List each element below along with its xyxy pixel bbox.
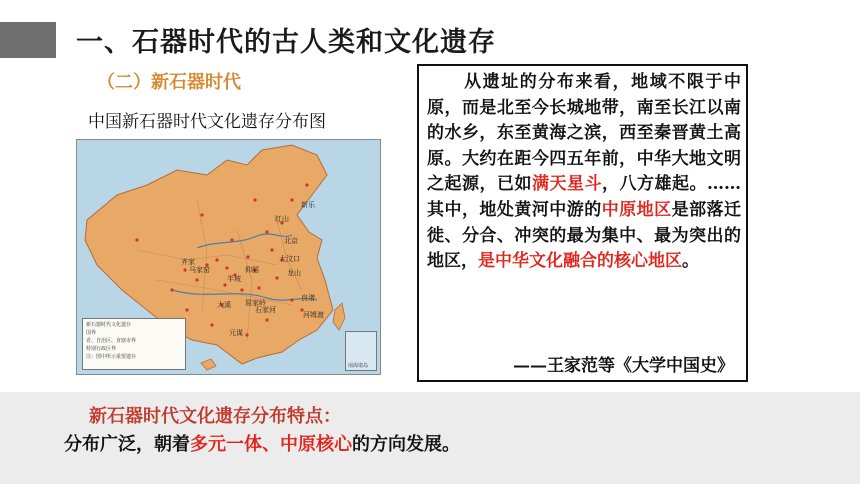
map-label-banpo: 半坡 xyxy=(227,275,241,283)
quote-segment: 是部落迁徙、分合、冲突的最为集中、最为突出的地区， xyxy=(427,199,742,272)
hainan-shape xyxy=(201,359,216,370)
quote-highlight-central-plains: 中原地区 xyxy=(601,199,672,220)
map-caption: 中国新石器时代文化遗存分布图 xyxy=(88,112,326,132)
map-label-liangzhu: 良渚 xyxy=(301,294,315,302)
quote-segment: 从遗址的分布来看，地域不限于中原，而是北至今长城地带，南至长江以南的水乡，东至黄海之滨，西至秦晋黄土高原。大约在距今四五年前，中华大地文明之起源，已如 xyxy=(427,72,741,195)
quote-highlight-core-region: 是中华文化融合的核心地区 xyxy=(478,251,682,272)
map-label-yuanmou: 元谋 xyxy=(229,329,243,337)
map-label-hemudu: 河姆渡 xyxy=(303,311,324,319)
quote-highlight-stars: 满天星斗 xyxy=(532,174,602,195)
map-label-longshan: 龙山 xyxy=(287,269,301,277)
map-label-dawenkou: 大汶口 xyxy=(279,255,300,263)
quote-segment: ，八方雄起。……其中，地处黄河中游的 xyxy=(427,174,741,220)
legend-item: 省、自治区、直辖市界 xyxy=(86,338,137,344)
legend-item: 注：图中所示重要遗存 xyxy=(86,354,137,360)
map-legend xyxy=(82,318,186,370)
quote-segment: 。 xyxy=(682,251,699,272)
features-title: 新石器时代文化遗存分布特点： xyxy=(89,406,341,427)
title-accent-bar xyxy=(0,22,56,58)
map-label-beijing: 北京 xyxy=(284,237,298,245)
map-label-majiayao: 马家窑 xyxy=(189,266,210,274)
map-label-xinle: 新乐 xyxy=(301,201,315,209)
legend-item: 国界 xyxy=(86,330,97,336)
south-china-sea-inset xyxy=(345,331,377,371)
map-label-yangshao: 仰韶 xyxy=(245,266,259,274)
map-label-shijiahe: 石家河 xyxy=(255,306,276,314)
features-suffix: 的方向发展。 xyxy=(352,434,460,455)
quote-indent xyxy=(427,72,464,92)
slide-title: 一、石器时代的古人类和文化遗存 xyxy=(76,27,496,58)
taiwan-shape xyxy=(333,303,345,330)
map-label-qijia: 齐家 xyxy=(181,258,195,266)
section-subtitle: （二）新石器时代 xyxy=(97,72,241,93)
map-label-qujialing: 屈家岭 xyxy=(245,299,266,307)
quote-source: ——王家范等《大学中国史》 xyxy=(513,356,734,376)
map-image xyxy=(76,139,381,375)
quote-box xyxy=(417,64,748,382)
features-prefix: 分布广泛，朝着 xyxy=(64,434,190,455)
features-text xyxy=(64,430,460,456)
legend-item: 特别行政区界 xyxy=(86,346,117,352)
map-label-daxi: 大溪 xyxy=(217,301,231,309)
features-highlight: 多元一体、中原核心 xyxy=(190,434,352,455)
inset-label: 南海诸岛 xyxy=(348,363,369,369)
quote-text xyxy=(427,70,741,275)
legend-item: 新石器时代文化遗存 xyxy=(86,322,132,328)
map-label-hongshan: 红山 xyxy=(275,215,289,223)
